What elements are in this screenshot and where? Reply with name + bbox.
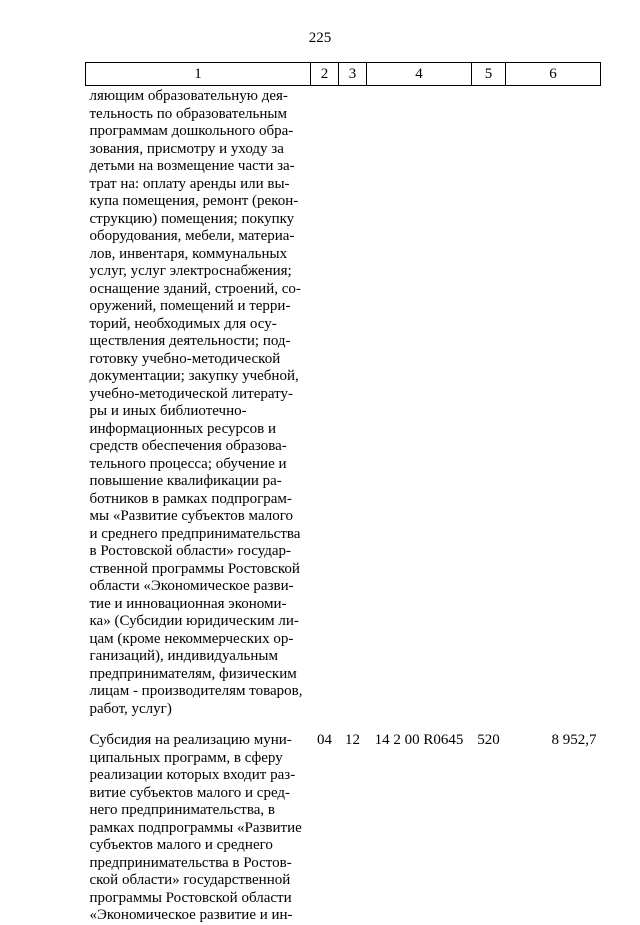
table-row [86,86,601,733]
budget-table [85,62,601,925]
row-amount [506,86,601,733]
row-expense-type [472,86,506,733]
row-target-article: 14 2 00 R0645 [374,732,464,748]
column-header: 2 [311,63,339,86]
row-section: 04 [317,732,332,748]
page-number: 225 [308,30,332,46]
row-description: ляющим образовательную дея- тельность по образовательным программам дошкольного обра- зования, присмотру и уходу за детьми на возмещение части за- трат на: оплату аренды или вы- купа помещения, ремонт (рекон- струкцию) помещения; покупку оборудования, мебели, материа- лов, инвентаря, коммунальных услуг, услуг электроснабжения; оснащение зданий, строений, со- оружений, помещений и терри- торий, необходимых для осу- ществления деятельности; под- готовку учебно-методической документации; закупку учебной, учебно-методической литерату- ры и иных библиотечно- информационных ресурсов и средств обеспечения образова- тельного процесса; обучение и повышение квалификации ра- ботников в рамках подпрограм- мы «Развитие субъектов малого и среднего предпринимательства в Ростовской области» государ- ственной программы Ростовской области «Экономическое разви- тие и инновационная экономи- ка» (Субсидии юридическим ли- цам (кроме некоммерческих ор- ганизаций), индивидуальным предпринимателям, физическим лицам - производителям товаров, работ, услуг) [89,88,303,717]
row-section [311,86,339,733]
row-expense-type: 520 [477,732,500,748]
table-row [86,732,601,925]
row-target-article [367,86,472,733]
column-header: 3 [339,63,367,86]
column-header: 5 [472,63,506,86]
column-header: 6 [506,63,601,86]
column-header: 1 [86,63,311,86]
row-amount: 8 952,7 [551,732,597,748]
row-subsection: 12 [345,732,360,748]
row-description: Субсидия на реализацию муни- ципальных программ, в сферу реализации которых входит раз- витие субъектов малого и сред- него предпринимательства, в рамках подпрограммы «Развитие субъектов малого и среднего предпринимательства в Ростов- ской области» государственной программы Ростовской области «Экономическое развитие и ин- [89,732,302,923]
column-header: 4 [367,63,472,86]
table-header-row [86,63,601,86]
row-subsection [339,86,367,733]
